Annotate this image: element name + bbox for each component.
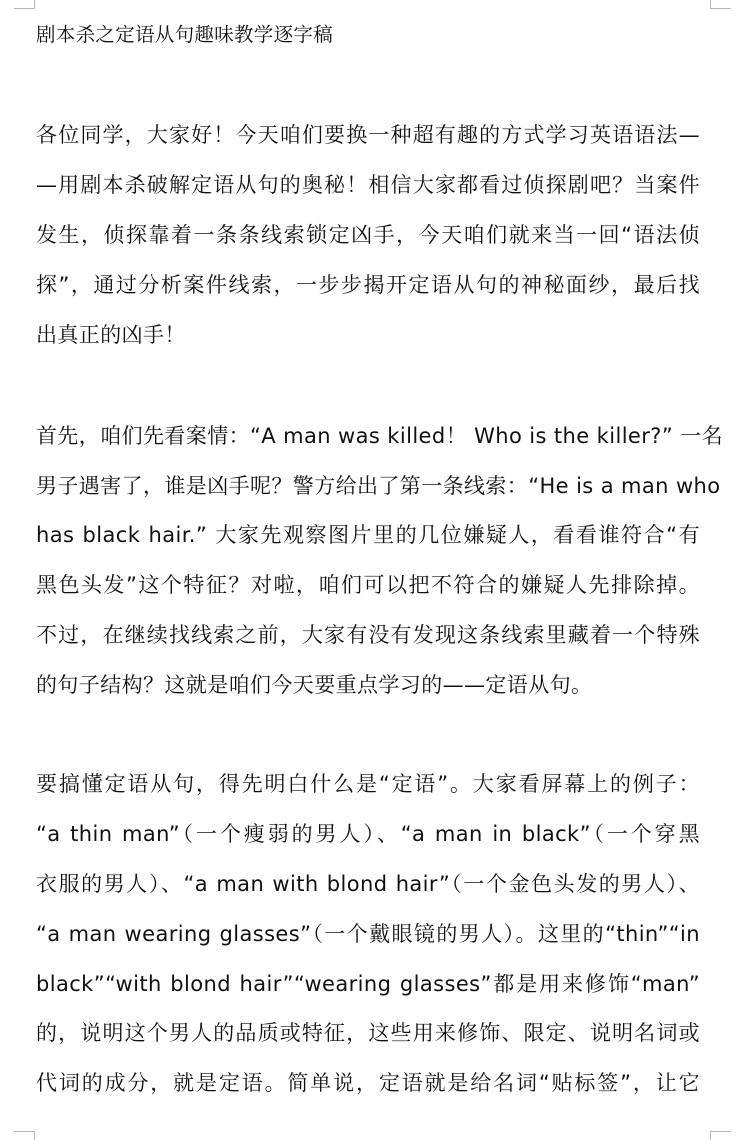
crop-mark-bottom-left — [14, 1131, 35, 1140]
paragraph-3-line-3: 衣服的男人）、“a man with blond hair”（一个金色头发的男人）、 — [36, 872, 700, 896]
crop-mark-top-right — [710, 0, 731, 9]
paragraph-1-line-5: 出真正的凶手！ — [36, 323, 186, 347]
document-title: 剧本杀之定语从句趣味教学逐字稿 — [36, 23, 334, 46]
paragraph-1-line-4: 探”，通过分析案件线索，一步步揭开定语从句的神秘面纱，最后找 — [36, 273, 700, 297]
paragraph-1-line-1: 各位同学，大家好！今天咱们要换一种超有趣的方式学习英语语法— — [36, 123, 700, 147]
paragraph-3-line-1: 要搞懂定语从句，得先明白什么是“定语”。大家看屏幕上的例子： — [36, 772, 700, 796]
paragraph-3-line-5: black”“with blond hair”“wearing glasses”都是用来修饰“man” — [36, 972, 700, 996]
paragraph-1-line-3: 发生，侦探靠着一条条线索锁定凶手，今天咱们就来当一回“语法侦 — [36, 223, 700, 247]
crop-mark-bottom-right — [710, 1131, 731, 1140]
paragraph-2-line-1: 首先，咱们先看案情：“A man was killed！ Who is the killer?” 一名 — [36, 424, 723, 448]
paragraph-3-line-6: 的，说明这个男人的品质或特征，这些用来修饰、限定、说明名词或 — [36, 1021, 700, 1045]
crop-mark-top-left — [14, 0, 35, 9]
paragraph-3-line-2: “a thin man”（一个瘦弱的男人）、“a man in black”（一个穿黑 — [36, 822, 700, 846]
paragraph-2-line-2: 男子遇害了，谁是凶手呢？警方给出了第一条线索：“He is a man who — [36, 474, 721, 498]
paragraph-3-line-7: 代词的成分，就是定语。简单说，定语就是给名词“贴标签”，让它 — [36, 1071, 700, 1095]
paragraph-2-line-5: 不过，在继续找线索之前，大家有没有发现这条线索里藏着一个特殊 — [36, 623, 700, 647]
paragraph-2-line-6: 的句子结构？这就是咱们今天要重点学习的——定语从句。 — [36, 673, 593, 697]
paragraph-1-line-2: —用剧本杀破解定语从句的奥秘！相信大家都看过侦探剧吧？当案件 — [36, 173, 700, 197]
paragraph-2-line-3: has black hair.” 大家先观察图片里的几位嫌疑人，看看谁符合“有 — [36, 523, 700, 547]
paragraph-2-line-4: 黑色头发”这个特征？对啦，咱们可以把不符合的嫌疑人先排除掉。 — [36, 573, 700, 597]
paragraph-3-line-4: “a man wearing glasses”（一个戴眼镜的男人）。这里的“thin”“in — [36, 922, 700, 946]
